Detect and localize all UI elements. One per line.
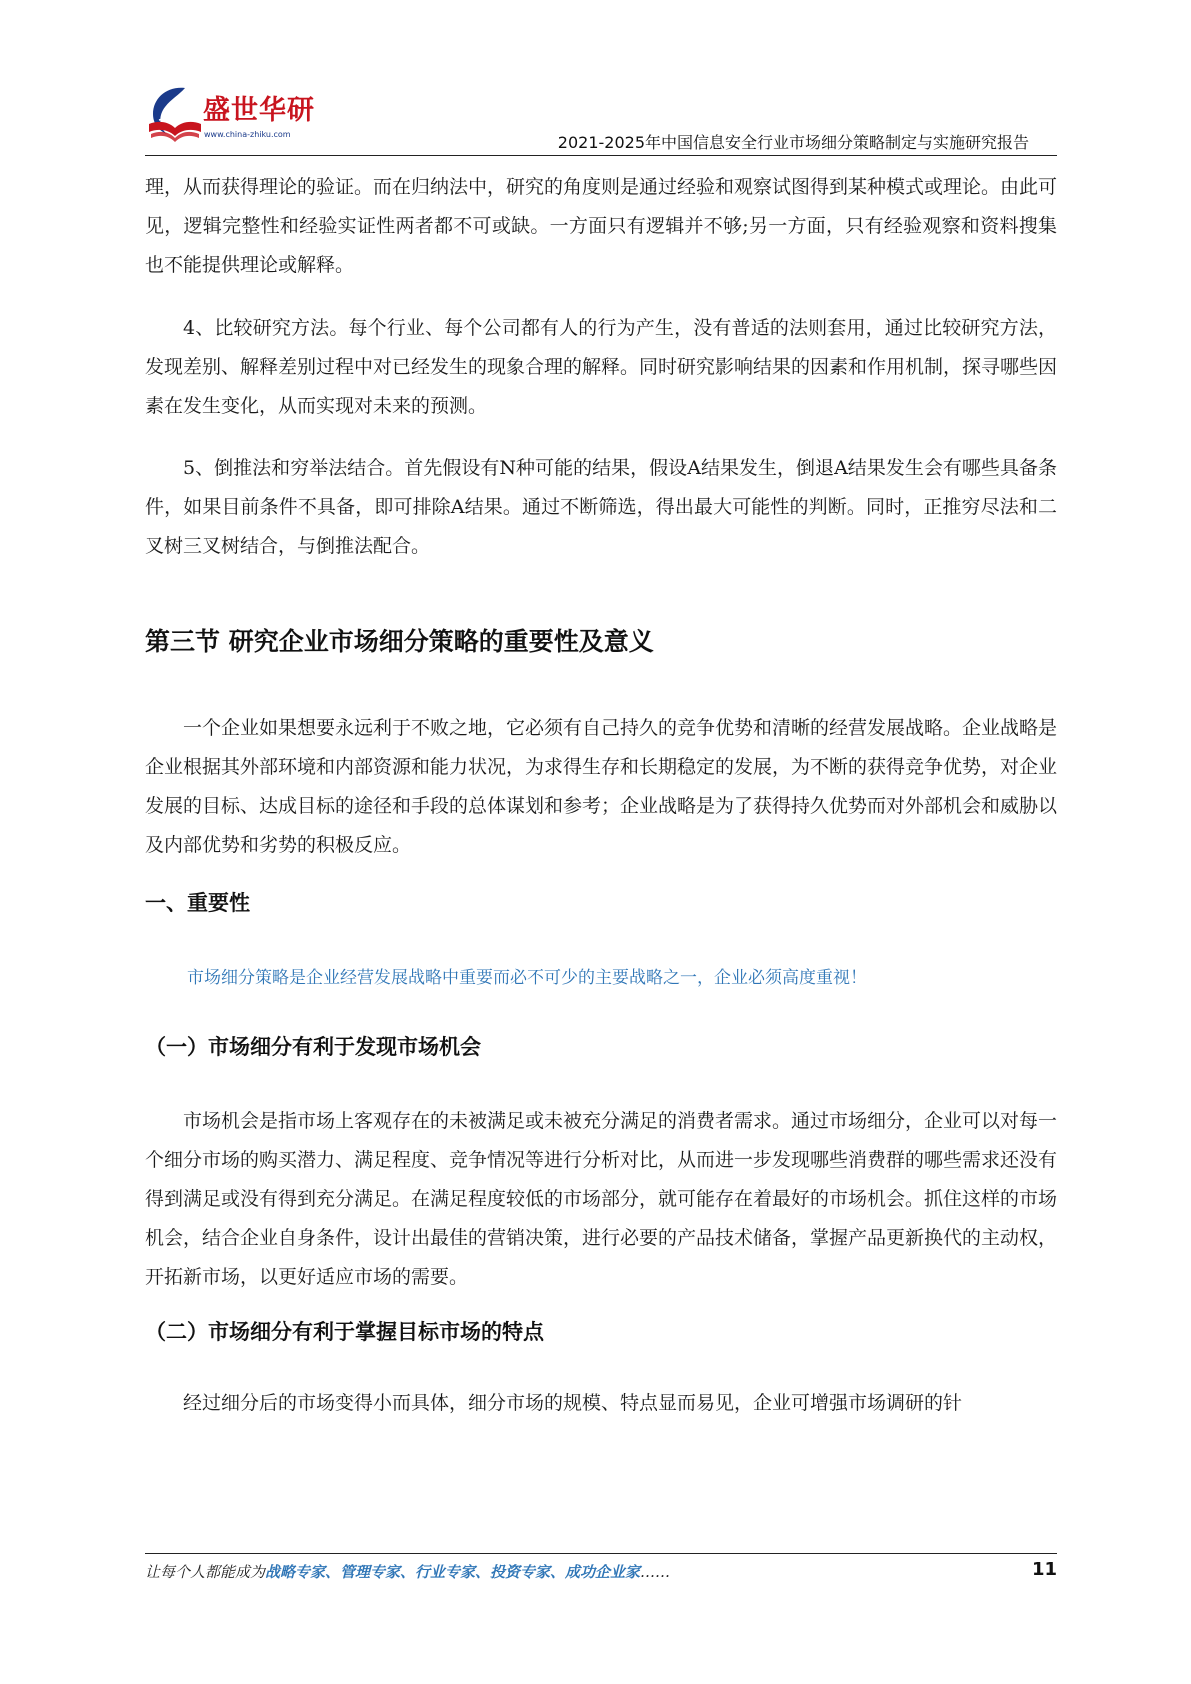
slogan-emphasis: 战略专家、管理专家、行业专家、投资专家、成功企业家 [265,1563,641,1581]
header-divider [145,155,1057,156]
heading-importance: 一、重要性 [145,891,250,915]
slogan-prefix: 让每个人都能成为 [145,1563,266,1581]
footer-divider [145,1553,1057,1554]
paragraph-comparative-method: 4、比较研究方法。每个行业、每个公司都有人的行为产生，没有普适的法则套用，通过比较研究方法，发现差别、解释差别过程中对已经发生的现象合理的解释。同时研究影响结果的因素和作用机制，探寻哪些因素在发生变化，从而实现对未来的预测。 [145,317,1058,417]
subheading-target-market: （二）市场细分有利于掌握目标市场的特点 [145,1320,544,1344]
brand-logo [145,82,320,148]
paragraph-enterprise-strategy: 一个企业如果想要永远利于不败之地，它必须有自己持久的竞争优势和清晰的经营发展战略。企业战略是企业根据其外部环境和内部资源和能力状况，为求得生存和长期稳定的发展，为不断的获得竞争优势，对企业发展的目标、达成目标的途径和手段的总体谋划和参考；企业战略是为了获得持久优势而对外部机会和威胁以及内部优势和劣势的积极反应。 [145,717,1058,856]
page-number: 11 [1031,1559,1057,1580]
brand-name: 盛世华研 [203,95,315,126]
book-logo-icon [145,84,205,146]
slogan-suffix: …… [640,1563,671,1581]
footer-slogan [145,1561,670,1582]
paragraph-backward-exhaustive: 5、倒推法和穷举法结合。首先假设有N种可能的结果，假设A结果发生，倒退A结果发生会有哪些具备条件，如果目前条件不具备，即可排除A结果。通过不断筛选，得出最大可能性的判断。同时，正推穷尽法和二叉树三叉树结合，与倒推法配合。 [145,457,1057,557]
paragraph-target-market: 经过细分后的市场变得小而具体，细分市场的规模、特点显而易见，企业可增强市场调研的针 [183,1392,963,1414]
report-title: 2021-2025年中国信息安全行业市场细分策略制定与实施研究报告 [557,133,1029,152]
brand-url: www.china-zhiku.com [204,130,291,139]
page-header [145,82,1057,154]
section-title: 第三节 研究企业市场细分策略的重要性及意义 [145,627,654,656]
highlight-statement: 市场细分策略是企业经营发展战略中重要而必不可少的主要战略之一，企业必须高度重视！ [187,968,867,988]
paragraph-market-opportunity: 市场机会是指市场上客观存在的未被满足或未被充分满足的消费者需求。通过市场细分，企业可以对每一个细分市场的购买潜力、满足程度、竞争情况等进行分析对比，从而进一步发现哪些消费群的哪些需求还没有得到满足或没有得到充分满足。在满足程度较低的市场部分，就可能存在着最好的市场机会。抓住这样的市场机会，结合企业自身条件，设计出最佳的营销决策，进行必要的产品技术储备，掌握产品更新换代的主动权，开拓新市场，以更好适应市场的需要。 [145,1110,1058,1288]
subheading-market-opportunity: （一）市场细分有利于发现市场机会 [145,1035,481,1059]
paragraph-induction: 理，从而获得理论的验证。而在归纳法中，研究的角度则是通过经验和观察试图得到某种模式或理论。由此可见，逻辑完整性和经验实证性两者都不可或缺。一方面只有逻辑并不够;另一方面，只有经验观察和资料搜集也不能提供理论或解释。 [145,176,1058,276]
